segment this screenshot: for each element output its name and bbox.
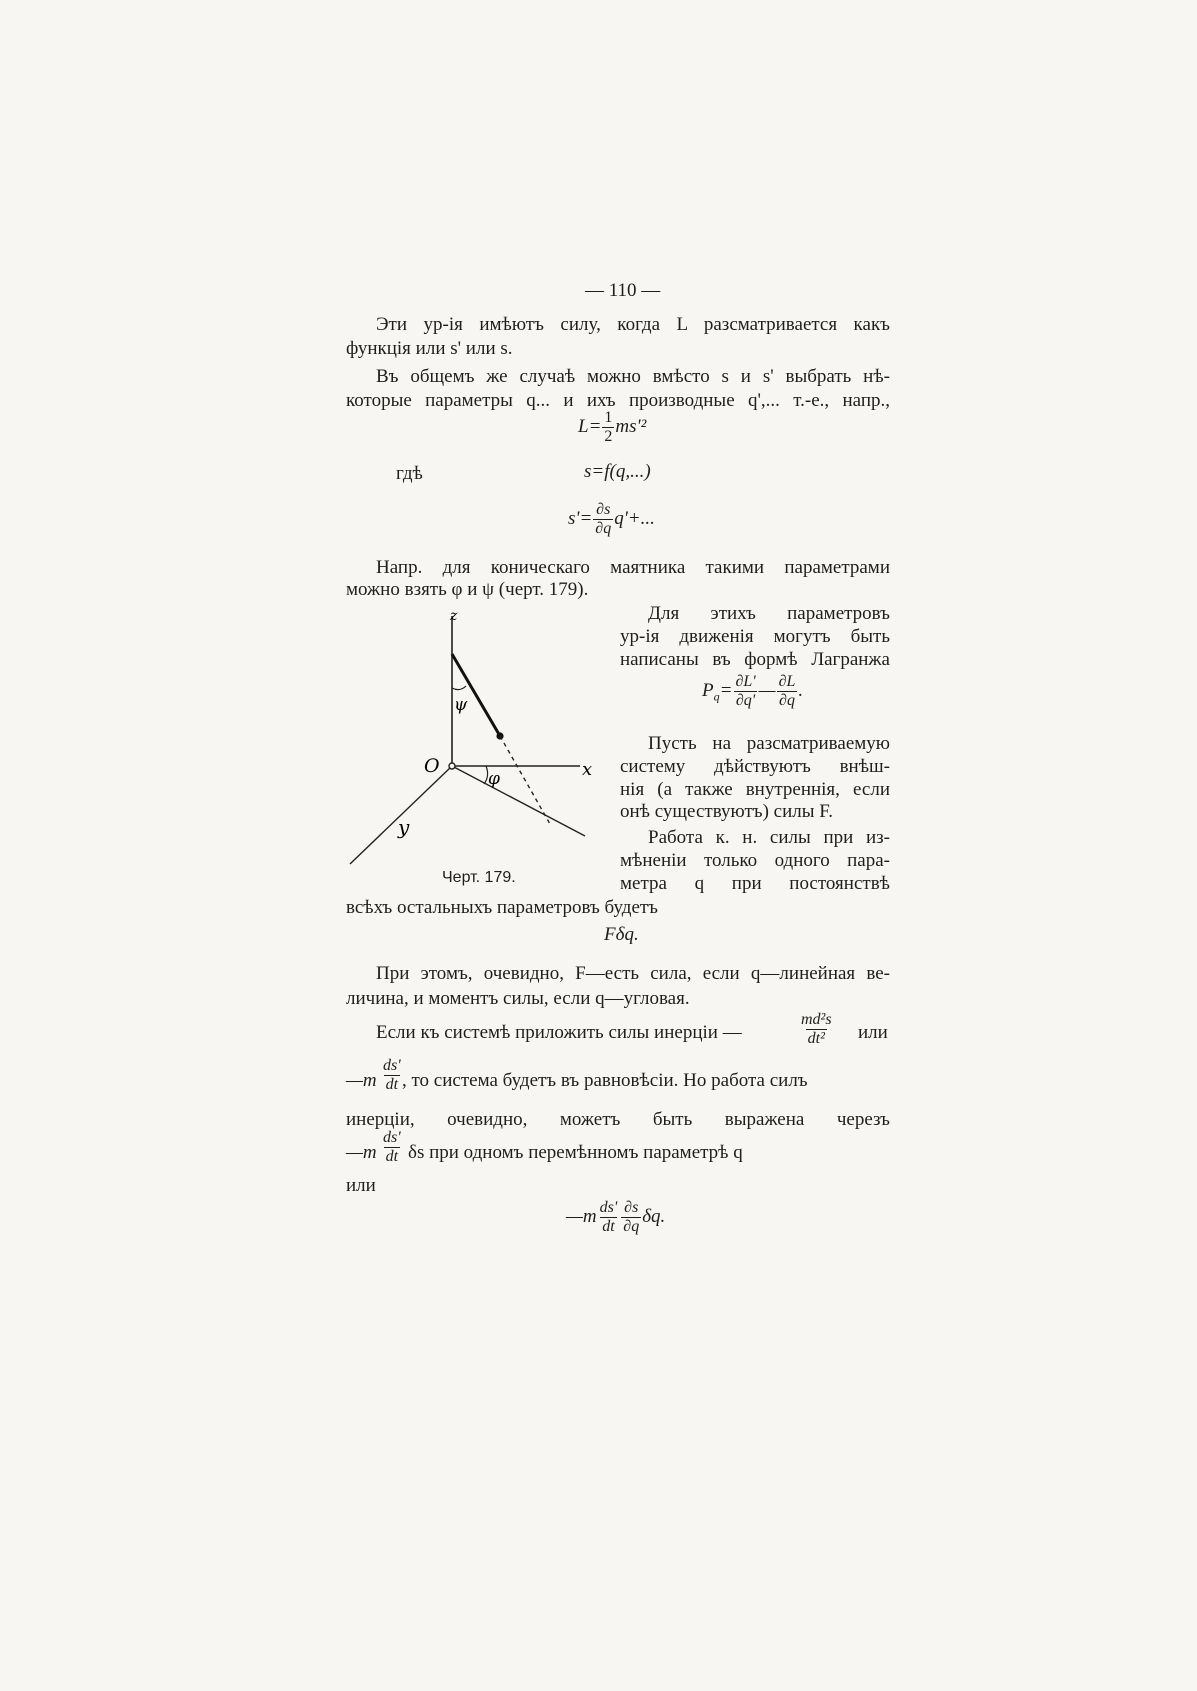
- text-line: функція или s' или s.: [346, 338, 513, 359]
- equation-s-prime: s'= $\frac{\partial s}{\partial q}$ q'+...: [568, 501, 655, 537]
- projection-line: [452, 766, 585, 836]
- pendulum-extension-dashed: [500, 736, 550, 824]
- text-line: мѣненіи только одного пара-: [620, 850, 890, 871]
- text-line: , то система будетъ въ равновѣсіи. Но работа силъ: [402, 1070, 808, 1091]
- text-line: —m: [346, 1070, 377, 1091]
- text-line: инерціи, очевидно, можетъ быть выражена черезъ: [346, 1109, 890, 1130]
- origin-label: O: [424, 755, 440, 777]
- text-line: личина, и моментъ силы, если q—угловая.: [346, 988, 690, 1009]
- text-line: ур-ія движенія могутъ быть: [620, 626, 890, 647]
- text-line: Въ общемъ же случаѣ можно вмѣсто s и s' выбрать нѣ-: [376, 366, 890, 387]
- angle-label-psi: ψ: [454, 695, 468, 715]
- text-line: При этомъ, очевидно, F—есть сила, если q—линейная ве-: [376, 963, 890, 984]
- text-line: написаны въ формѣ Лагранжа: [620, 649, 890, 670]
- equation-inertia-work: —m $\frac{ds'}{dt}$ $\frac{\partial s}{\partial q}$ δq.: [566, 1199, 666, 1235]
- text-line: или: [858, 1022, 888, 1043]
- figure-caption: Черт. 179.: [442, 869, 516, 886]
- equation-s-function: s=f(q,...): [584, 461, 651, 482]
- fraction-inertia-force: $\frac{\text{md²s}}{\text{dt²}}$: [801, 1011, 832, 1047]
- text-line: которые параметры q... и ихъ производные q',... т.-е., напр.,: [346, 390, 890, 411]
- axis-label-x: x: [582, 759, 593, 780]
- equation-work: Fδq.: [604, 924, 639, 945]
- text-line: Работа к. н. силы при из-: [648, 827, 890, 848]
- text-line: всѣхъ остальныхъ параметровъ будетъ: [346, 897, 659, 918]
- text-line: δs при одномъ перемѣнномъ параметрѣ q: [408, 1142, 743, 1163]
- text-line: Эти ур-ія имѣютъ силу, когда L разсматривается какъ: [376, 314, 890, 335]
- equation-lagrangian: L= $\frac{1}{2}$ ms'²: [578, 409, 647, 445]
- equation-lagrange: $P_q=$ $\frac{\partial L'}{\partial q'}$ — $\frac{\partial L}{\partial q}$ .: [702, 673, 804, 709]
- axis-label-y: y: [398, 815, 410, 839]
- text-line: или: [346, 1175, 376, 1196]
- text-line: —m: [346, 1142, 377, 1163]
- origin-point: [449, 763, 455, 769]
- text-line: Напр. для коническаго маятника такими параметрами: [376, 557, 890, 578]
- text-line: онѣ существуютъ) силы F.: [620, 801, 834, 822]
- text-line: можно взять φ и ψ (черт. 179).: [346, 579, 589, 600]
- fraction-ds-dt: $\frac{ds'}{dt}$: [383, 1057, 401, 1093]
- text-line: Для этихъ параметровъ: [648, 603, 890, 624]
- angle-label-phi: φ: [488, 769, 500, 789]
- text-line: Если къ системѣ приложить силы инерціи —: [376, 1022, 742, 1043]
- text-line: гдѣ: [396, 463, 423, 484]
- text-line: метра q при постоянствѣ: [620, 873, 890, 894]
- text-line: систему дѣйствуютъ внѣш-: [620, 756, 890, 777]
- fraction-ds-dt-2: $\frac{ds'}{dt}$: [383, 1129, 401, 1165]
- page-number: — 110 —: [585, 280, 661, 301]
- text-line: нія (а также внутреннія, если: [620, 779, 890, 800]
- axis-label-z: z: [450, 608, 458, 624]
- psi-arc: [452, 686, 466, 690]
- conical-pendulum-figure: [340, 606, 610, 896]
- text-line: Пусть на разсматриваемую: [648, 733, 890, 754]
